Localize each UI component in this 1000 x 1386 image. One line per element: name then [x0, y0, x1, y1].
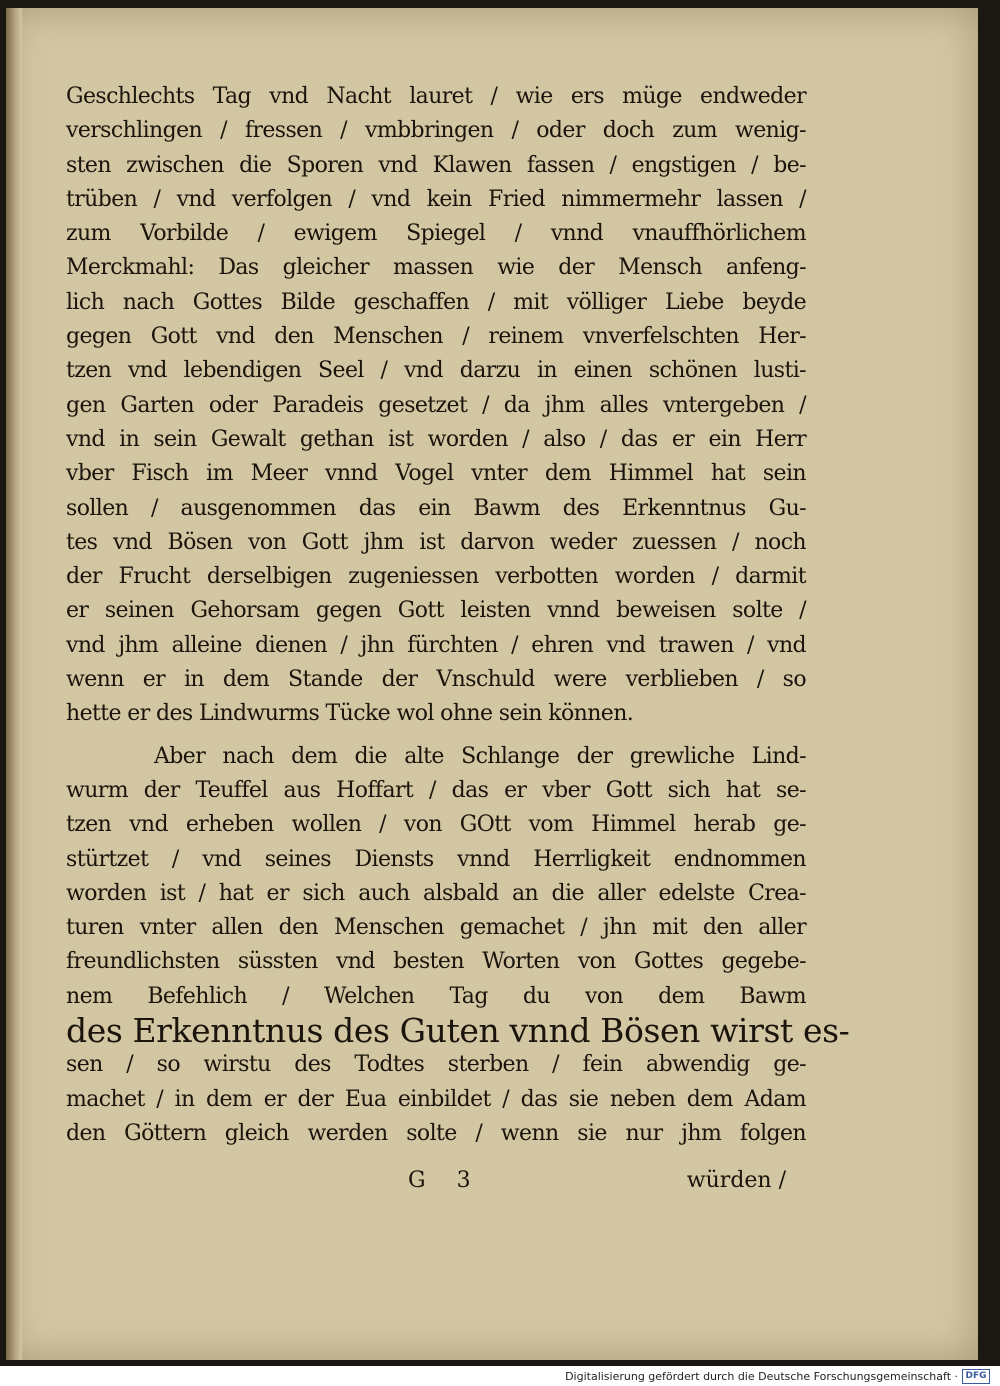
text-line: gegen Gott vnd den Menschen / reinem vnverfelschten Her- — [66, 324, 806, 350]
text-line: verschlingen / fressen / vmbbringen / oder doch zum wenig- — [66, 118, 806, 144]
paragraph-gap — [66, 732, 806, 740]
text-line: nem Befehlich / Welchen Tag du von dem Bawm — [66, 983, 806, 1009]
text-line: er seinen Gehorsam gegen Gott leisten vnnd beweisen solte / — [66, 598, 806, 624]
text-line: tes vnd Bösen von Gott jhm ist darvon weder zuessen / noch — [66, 529, 806, 555]
text-line: hette er des Lindwurms Tücke wol ohne sein können. — [66, 701, 634, 727]
text-line: sen / so wirstu des Todtes sterben / fein abwendig ge- — [66, 1052, 806, 1078]
text-line: den Göttern gleich werden solte / wenn sie nur jhm folgen — [66, 1120, 806, 1146]
text-line: sten zwischen die Sporen vnd Klawen fassen / engstigen / be- — [66, 152, 806, 178]
credit-text: Digitalisierung gefördert durch die Deutsche Forschungsgemeinschaft · — [565, 1369, 958, 1383]
text-line: wenn er in dem Stande der Vnschuld were verblieben / so — [66, 667, 806, 693]
text-line: vnd jhm alleine dienen / jhn fürchten / ehren vnd trawen / vnd — [66, 632, 806, 658]
text-line: zum Vorbilde / ewigem Spiegel / vnnd vnauffhörlichem — [66, 221, 806, 247]
text-line: Merckmahl: Das gleicher massen wie der Mensch anfeng- — [66, 255, 806, 281]
page-binding-edge — [6, 8, 22, 1360]
text-line: trüben / vnd verfolgen / vnd kein Fried nimmermehr lassen / — [66, 186, 806, 212]
text-line: wurm der Teuffel aus Hoffart / das er vber Gott sich hat se- — [66, 777, 806, 803]
text-line: freundlichsten süssten vnd besten Worten von Gottes gegebe- — [66, 949, 806, 975]
text-line: turen vnter allen den Menschen gemachet / jhn mit den aller — [66, 915, 806, 941]
text-line: vnd in sein Gewalt gethan ist worden / also / das er ein Herr — [66, 426, 806, 452]
text-line: tzen vnd erheben wollen / von GOtt vom Himmel herab ge- — [66, 812, 806, 838]
text-line: lich nach Gottes Bilde geschaffen / mit völliger Liebe beyde — [66, 289, 806, 315]
text-line: stürtzet / vnd seines Diensts vnnd Herrligkeit endnommen — [66, 846, 806, 872]
catchword: würden / — [686, 1168, 786, 1193]
digitization-credit — [565, 1368, 990, 1384]
text-line: tzen vnd lebendigen Seel / vnd darzu in einen schönen lusti- — [66, 358, 806, 384]
text-line: Geschlechts Tag vnd Nacht lauret / wie ers müge endweder — [66, 84, 806, 109]
page-foot — [66, 1168, 806, 1202]
text-line: der Frucht derselbigen zugeniessen verbotten worden / darmit — [66, 564, 806, 590]
dfg-logo-icon: DFG — [962, 1369, 990, 1384]
text-line: gen Garten oder Paradeis gesetzet / da jhm alles vntergeben / — [66, 392, 806, 418]
book-page — [6, 8, 978, 1360]
body-text — [66, 80, 850, 1151]
text-line: sollen / ausgenommen das ein Bawm des Erkenntnus Gu- — [66, 495, 806, 521]
text-line: worden ist / hat er sich auch alsbald an die aller edelste Crea- — [66, 880, 806, 906]
text-line: Aber nach dem die alte Schlange der grewliche Lind- — [154, 743, 806, 769]
printer-signature: G 3 — [408, 1168, 483, 1193]
text-line: vber Fisch im Meer vnnd Vogel vnter dem Himmel hat sein — [66, 461, 806, 487]
text-line-quote: des Erkenntnus des Guten vnnd Bösen wirst es- — [66, 1011, 850, 1051]
text-line: machet / in dem er der Eua einbildet / das sie neben dem Adam — [66, 1086, 806, 1112]
